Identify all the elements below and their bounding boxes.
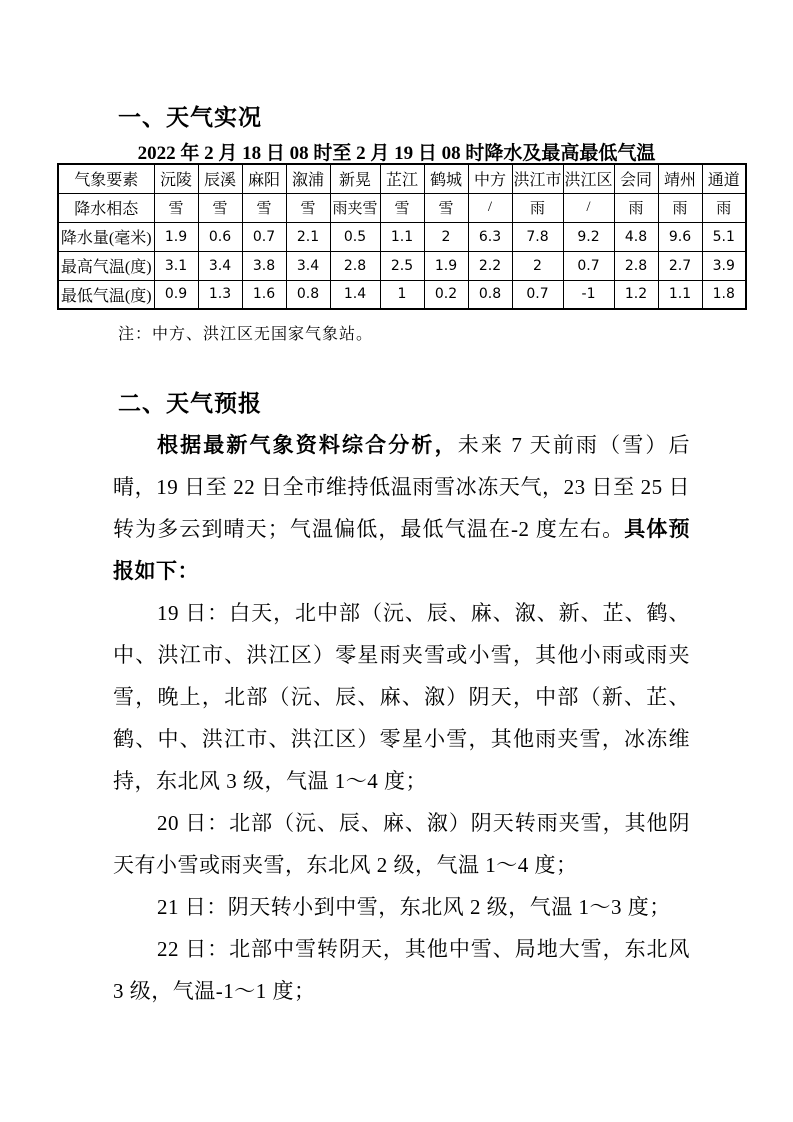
forecast-intro-body: 未来 7 天前雨（雪）后晴，19 日至 22 日全市维持低温雨雪冰冻天气，23 日至 25 日转为多云到晴天；气温偏低，最低气温在-2 度左右。 bbox=[113, 433, 691, 541]
table-cell: 1.1 bbox=[380, 222, 424, 251]
table-header-cell: 辰溪 bbox=[198, 164, 242, 193]
table-cell: 6.3 bbox=[468, 222, 512, 251]
table-cell: 2 bbox=[512, 251, 563, 280]
table-header-cell: 气象要素 bbox=[58, 164, 154, 193]
table-header-cell: 鹤城 bbox=[424, 164, 468, 193]
table-cell: 7.8 bbox=[512, 222, 563, 251]
table-row-max-temp bbox=[58, 251, 746, 280]
forecast-day19-paragraph: 19 日：白天，北中部（沅、辰、麻、溆、新、芷、鹤、中、洪江市、洪江区）零星雨夹雪或小雪，其他小雨或雨夹雪，晚上，北部（沅、辰、麻、溆）阴天，中部（新、芷、鹤、中、洪江市、洪江区）零星小雪，其他雨夹雪，冰冻维持，东北风 3 级，气温 1～4 度； bbox=[113, 601, 690, 793]
table-cell: 2.7 bbox=[658, 251, 702, 280]
table-cell: 2.8 bbox=[614, 251, 658, 280]
table-cell: 雪 bbox=[286, 193, 330, 222]
section1-heading: 一、天气实况 bbox=[118, 104, 262, 130]
table-cell: 0.7 bbox=[242, 222, 286, 251]
table-cell: 3.4 bbox=[198, 251, 242, 280]
table-cell: 1.9 bbox=[154, 222, 198, 251]
table-cell: / bbox=[468, 193, 512, 222]
table-cell: 9.6 bbox=[658, 222, 702, 251]
table-header-cell: 洪江市 bbox=[512, 164, 563, 193]
forecast-section bbox=[113, 382, 690, 1012]
table-header-cell: 中方 bbox=[468, 164, 512, 193]
table-cell: 9.2 bbox=[563, 222, 614, 251]
table-cell: 雨 bbox=[512, 193, 563, 222]
table-header-cell: 麻阳 bbox=[242, 164, 286, 193]
row-label-cell: 降水量(毫米) bbox=[58, 222, 154, 251]
table-cell: 2.5 bbox=[380, 251, 424, 280]
weather-table bbox=[57, 163, 747, 310]
weather-table-title: 2022 年 2 月 18 日 08 时至 2 月 19 日 08 时降水及最高最低气温 bbox=[137, 143, 656, 164]
table-cell: / bbox=[563, 193, 614, 222]
table-cell: 0.8 bbox=[468, 280, 512, 309]
forecast-day22-paragraph: 22 日：北部中雪转阴天，其他中雪、局地大雪，东北风 3 级，气温-1～1 度； bbox=[113, 937, 690, 1003]
table-cell: 雨 bbox=[658, 193, 702, 222]
table-cell: 1.9 bbox=[424, 251, 468, 280]
table-cell: 1.4 bbox=[330, 280, 380, 309]
table-header-cell: 新晃 bbox=[330, 164, 380, 193]
table-cell: 0.7 bbox=[512, 280, 563, 309]
table-header-cell: 芷江 bbox=[380, 164, 424, 193]
table-cell: 1.3 bbox=[198, 280, 242, 309]
table-cell: 3.4 bbox=[286, 251, 330, 280]
table-row-precip-phase bbox=[58, 193, 746, 222]
table-cell: 0.6 bbox=[198, 222, 242, 251]
table-cell: 2 bbox=[424, 222, 468, 251]
table-cell: 雪 bbox=[380, 193, 424, 222]
table-cell: 3.1 bbox=[154, 251, 198, 280]
row-label-cell: 降水相态 bbox=[58, 193, 154, 222]
table-header-cell: 通道 bbox=[702, 164, 746, 193]
row-label-cell: 最高气温(度) bbox=[58, 251, 154, 280]
row-label-cell: 最低气温(度) bbox=[58, 280, 154, 309]
table-cell: 雪 bbox=[424, 193, 468, 222]
forecast-day21-paragraph: 21 日：阴天转小到中雪，东北风 2 级，气温 1～3 度； bbox=[157, 895, 671, 919]
table-cell: 1.1 bbox=[658, 280, 702, 309]
table-cell: 1 bbox=[380, 280, 424, 309]
forecast-intro-paragraph bbox=[113, 424, 690, 592]
table-cell: 3.9 bbox=[702, 251, 746, 280]
table-cell: 1.6 bbox=[242, 280, 286, 309]
table-cell: 0.2 bbox=[424, 280, 468, 309]
table-cell: 雪 bbox=[242, 193, 286, 222]
table-header-row bbox=[58, 164, 746, 193]
table-header-cell: 洪江区 bbox=[563, 164, 614, 193]
table-cell: 0.7 bbox=[563, 251, 614, 280]
table-cell: 2.1 bbox=[286, 222, 330, 251]
table-cell: 雨 bbox=[702, 193, 746, 222]
table-cell: 0.9 bbox=[154, 280, 198, 309]
forecast-day20-paragraph: 20 日：北部（沅、辰、麻、溆）阴天转雨夹雪，其他阴天有小雪或雨夹雪，东北风 2 级，气温 1～4 度； bbox=[113, 811, 690, 877]
forecast-intro-lead: 根据最新气象资料综合分析， bbox=[157, 433, 458, 457]
table-cell: 雪 bbox=[198, 193, 242, 222]
table-cell: 0.8 bbox=[286, 280, 330, 309]
table-header-cell: 溆浦 bbox=[286, 164, 330, 193]
table-cell: 0.5 bbox=[330, 222, 380, 251]
table-footnote: 注：中方、洪江区无国家气象站。 bbox=[118, 326, 374, 343]
table-cell: 5.1 bbox=[702, 222, 746, 251]
table-header-cell: 靖州 bbox=[658, 164, 702, 193]
table-cell: 1.8 bbox=[702, 280, 746, 309]
table-cell: 雪 bbox=[154, 193, 198, 222]
table-cell: 雨 bbox=[614, 193, 658, 222]
table-header-cell: 会同 bbox=[614, 164, 658, 193]
table-row-min-temp bbox=[58, 280, 746, 309]
table-header-cell: 沅陵 bbox=[154, 164, 198, 193]
forecast-intro-tail: 具体预报如下： bbox=[113, 517, 691, 583]
table-row-precip-amount bbox=[58, 222, 746, 251]
table-cell: 雨夹雪 bbox=[330, 193, 380, 222]
table-cell: 3.8 bbox=[242, 251, 286, 280]
table-cell: -1 bbox=[563, 280, 614, 309]
section2-heading: 二、天气预报 bbox=[118, 390, 262, 416]
table-cell: 4.8 bbox=[614, 222, 658, 251]
table-cell: 2.2 bbox=[468, 251, 512, 280]
table-cell: 1.2 bbox=[614, 280, 658, 309]
table-cell: 2.8 bbox=[330, 251, 380, 280]
